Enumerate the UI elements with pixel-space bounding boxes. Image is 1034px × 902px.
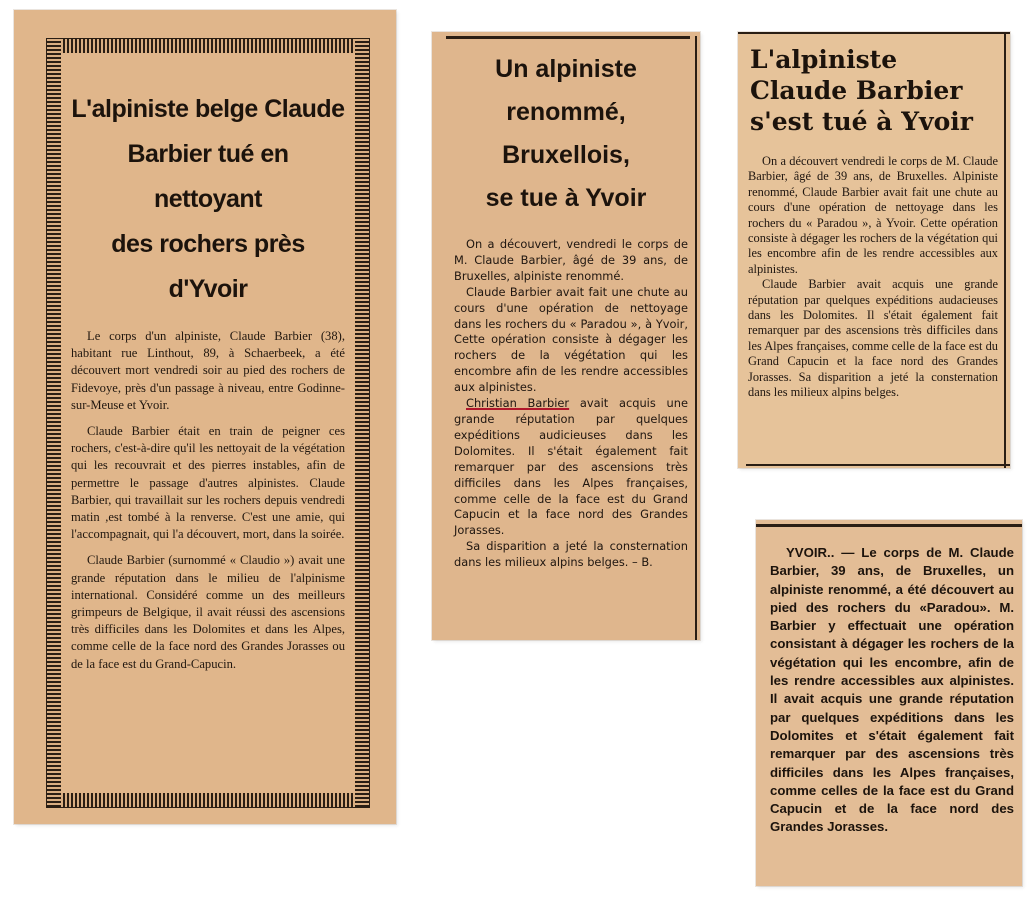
clipping-barbier-yvoir <box>738 32 1010 468</box>
frame-border-bottom <box>47 793 369 807</box>
article-paragraph: Le corps d'un alpiniste, Claude Barbier (38), habitant rue Linthout, 89, à Schaerbeek, a été découvert mort vendredi soir au pied des rochers de Fidevoye, près d'un passage à niveau, entre Godinne-sur-Meuse et Yvoir. <box>71 329 345 412</box>
article-paragraph: On a découvert, vendredi le corps de M. Claude Barbier, âgé de 39 ans, de Bruxelles, alpiniste renommé. <box>454 237 688 283</box>
article-paragraph: Claude Barbier était en train de peigner ces rochers, c'est-à-dire qu'il les nettoyait de la végétation qui les recouvrait et des pierres instables, afin de permettre le passage d'autres alpinistes. Claude Barbier, qui travaillait sur les rochers depuis vendredi matin ,est tombé à la renverse. C'est une amie, qui l'accompagnait, qui l'a découvert, mort, dans la soirée. <box>71 424 345 542</box>
article-paragraph <box>454 396 688 539</box>
paragraph-text: avait acquis une grande réputation par quelques expéditions audicieuses dans les Dolomites. Il s'était également fait remarquer par des ascensions très difficiles dans les Alpes françaises, comme celle de la face est du Grand Capucin et la face nord des Grandes Jorasses. <box>454 396 688 538</box>
article-body <box>71 328 345 673</box>
article-headline <box>442 48 690 220</box>
headline-line: renommé, <box>506 98 626 126</box>
headline-line: L'alpiniste <box>750 45 898 74</box>
headline-line: Barbier tué en nettoyant <box>127 140 289 213</box>
clipping-belgian-alpinist <box>14 10 396 824</box>
frame-border-top <box>47 39 369 53</box>
headline-line: Un alpiniste <box>495 55 637 83</box>
rule-line <box>446 36 690 39</box>
headline-line: se tue à Yvoir <box>485 184 647 212</box>
headline-line: L'alpiniste belge Claude <box>71 95 345 123</box>
underlined-name: Christian Barbier <box>466 396 570 411</box>
rule-line <box>738 32 1010 34</box>
frame-border-left <box>47 39 61 807</box>
article-paragraph: Claude Barbier (surnommé « Claudio ») avait une grande réputation dans le milieu de l'alpinisme international. Considéré comme un des meilleurs grimpeurs de Belgique, il avait réussi des ascensions très difficiles dans les Dolomites et dans les Alpes, comme celle de la face nord des Grandes Jorasses ou de la face est du Grand-Capucin. <box>71 553 345 671</box>
dateline: YVOIR.. — <box>786 545 855 560</box>
headline-line: s'est tué à Yvoir <box>750 107 973 136</box>
rule-line <box>756 524 1022 527</box>
article-paragraph <box>770 544 1014 837</box>
article-paragraph: On a découvert vendredi le corps de M. Claude Barbier, âgé de 39 ans, de Bruxelles. Alpiniste renommé, Claude Barbier avait fait une chute au cours d'une opération de nettoyage dans les rochers du « Paradou », à Yvoir. Cette opération consiste à dégager les rochers de la végétation qui les encombre afin de les rendre accessibles aux alpinistes. <box>748 154 998 276</box>
headline-line: Bruxellois, <box>502 141 630 169</box>
clipping-yvoir-brief <box>756 520 1022 886</box>
decorative-frame <box>46 38 370 808</box>
article-body <box>454 237 688 571</box>
article-paragraph: Claude Barbier avait acquis une grande réputation par quelques expéditions audacieuses dans les Dolomites. Il s'était également fait remarquer par des ascensions très difficiles dans les Alpes françaises, comme celle de la face est du Grand Capucin et la face nord des Grandes Jorasses. Sa disparition a jeté la consternation dans les milieux alpins belges. <box>748 277 998 400</box>
column-rule <box>695 36 697 640</box>
paragraph-text: Le corps de M. Claude Barbier, 39 ans, de Bruxelles, un alpiniste renommé, a été découvert au pied des rochers du «Paradou». M. Barbier y effectuait une opération consistant à dégager les rochers de la végétation qui les encombre, afin de les rendre accessibles aux alpinistes. Il avait acquis une grande réputation par quelques expéditions dans les Dolomites et s'était également fait remarquer par des ascensions très difficiles dans les Alpes françaises, comme celles de la face est du Grand Capucin et de la face nord des Grandes Jorasses. <box>770 545 1014 835</box>
article-paragraph: Sa disparition a jeté la consternation dans les milieux alpins belges. – B. <box>454 539 688 570</box>
headline-line: Claude Barbier <box>750 76 963 105</box>
article-content <box>71 63 345 783</box>
article-body <box>770 544 1014 837</box>
rule-line <box>746 464 1010 466</box>
column-rule <box>1004 32 1006 468</box>
frame-border-right <box>355 39 369 807</box>
article-paragraph: Claude Barbier avait fait une chute au cours d'une opération de nettoyage dans les rochers du « Paradou », à Yvoir, Cette opération consiste à dégager les rochers de la végétation qui les encombre afin de les rendre accessibles aux alpinistes. <box>454 284 688 395</box>
headline-line: des rochers près d'Yvoir <box>111 230 305 303</box>
article-headline <box>750 44 998 137</box>
clipping-bruxellois <box>432 32 700 640</box>
article-body <box>748 154 998 401</box>
article-headline <box>71 87 345 312</box>
